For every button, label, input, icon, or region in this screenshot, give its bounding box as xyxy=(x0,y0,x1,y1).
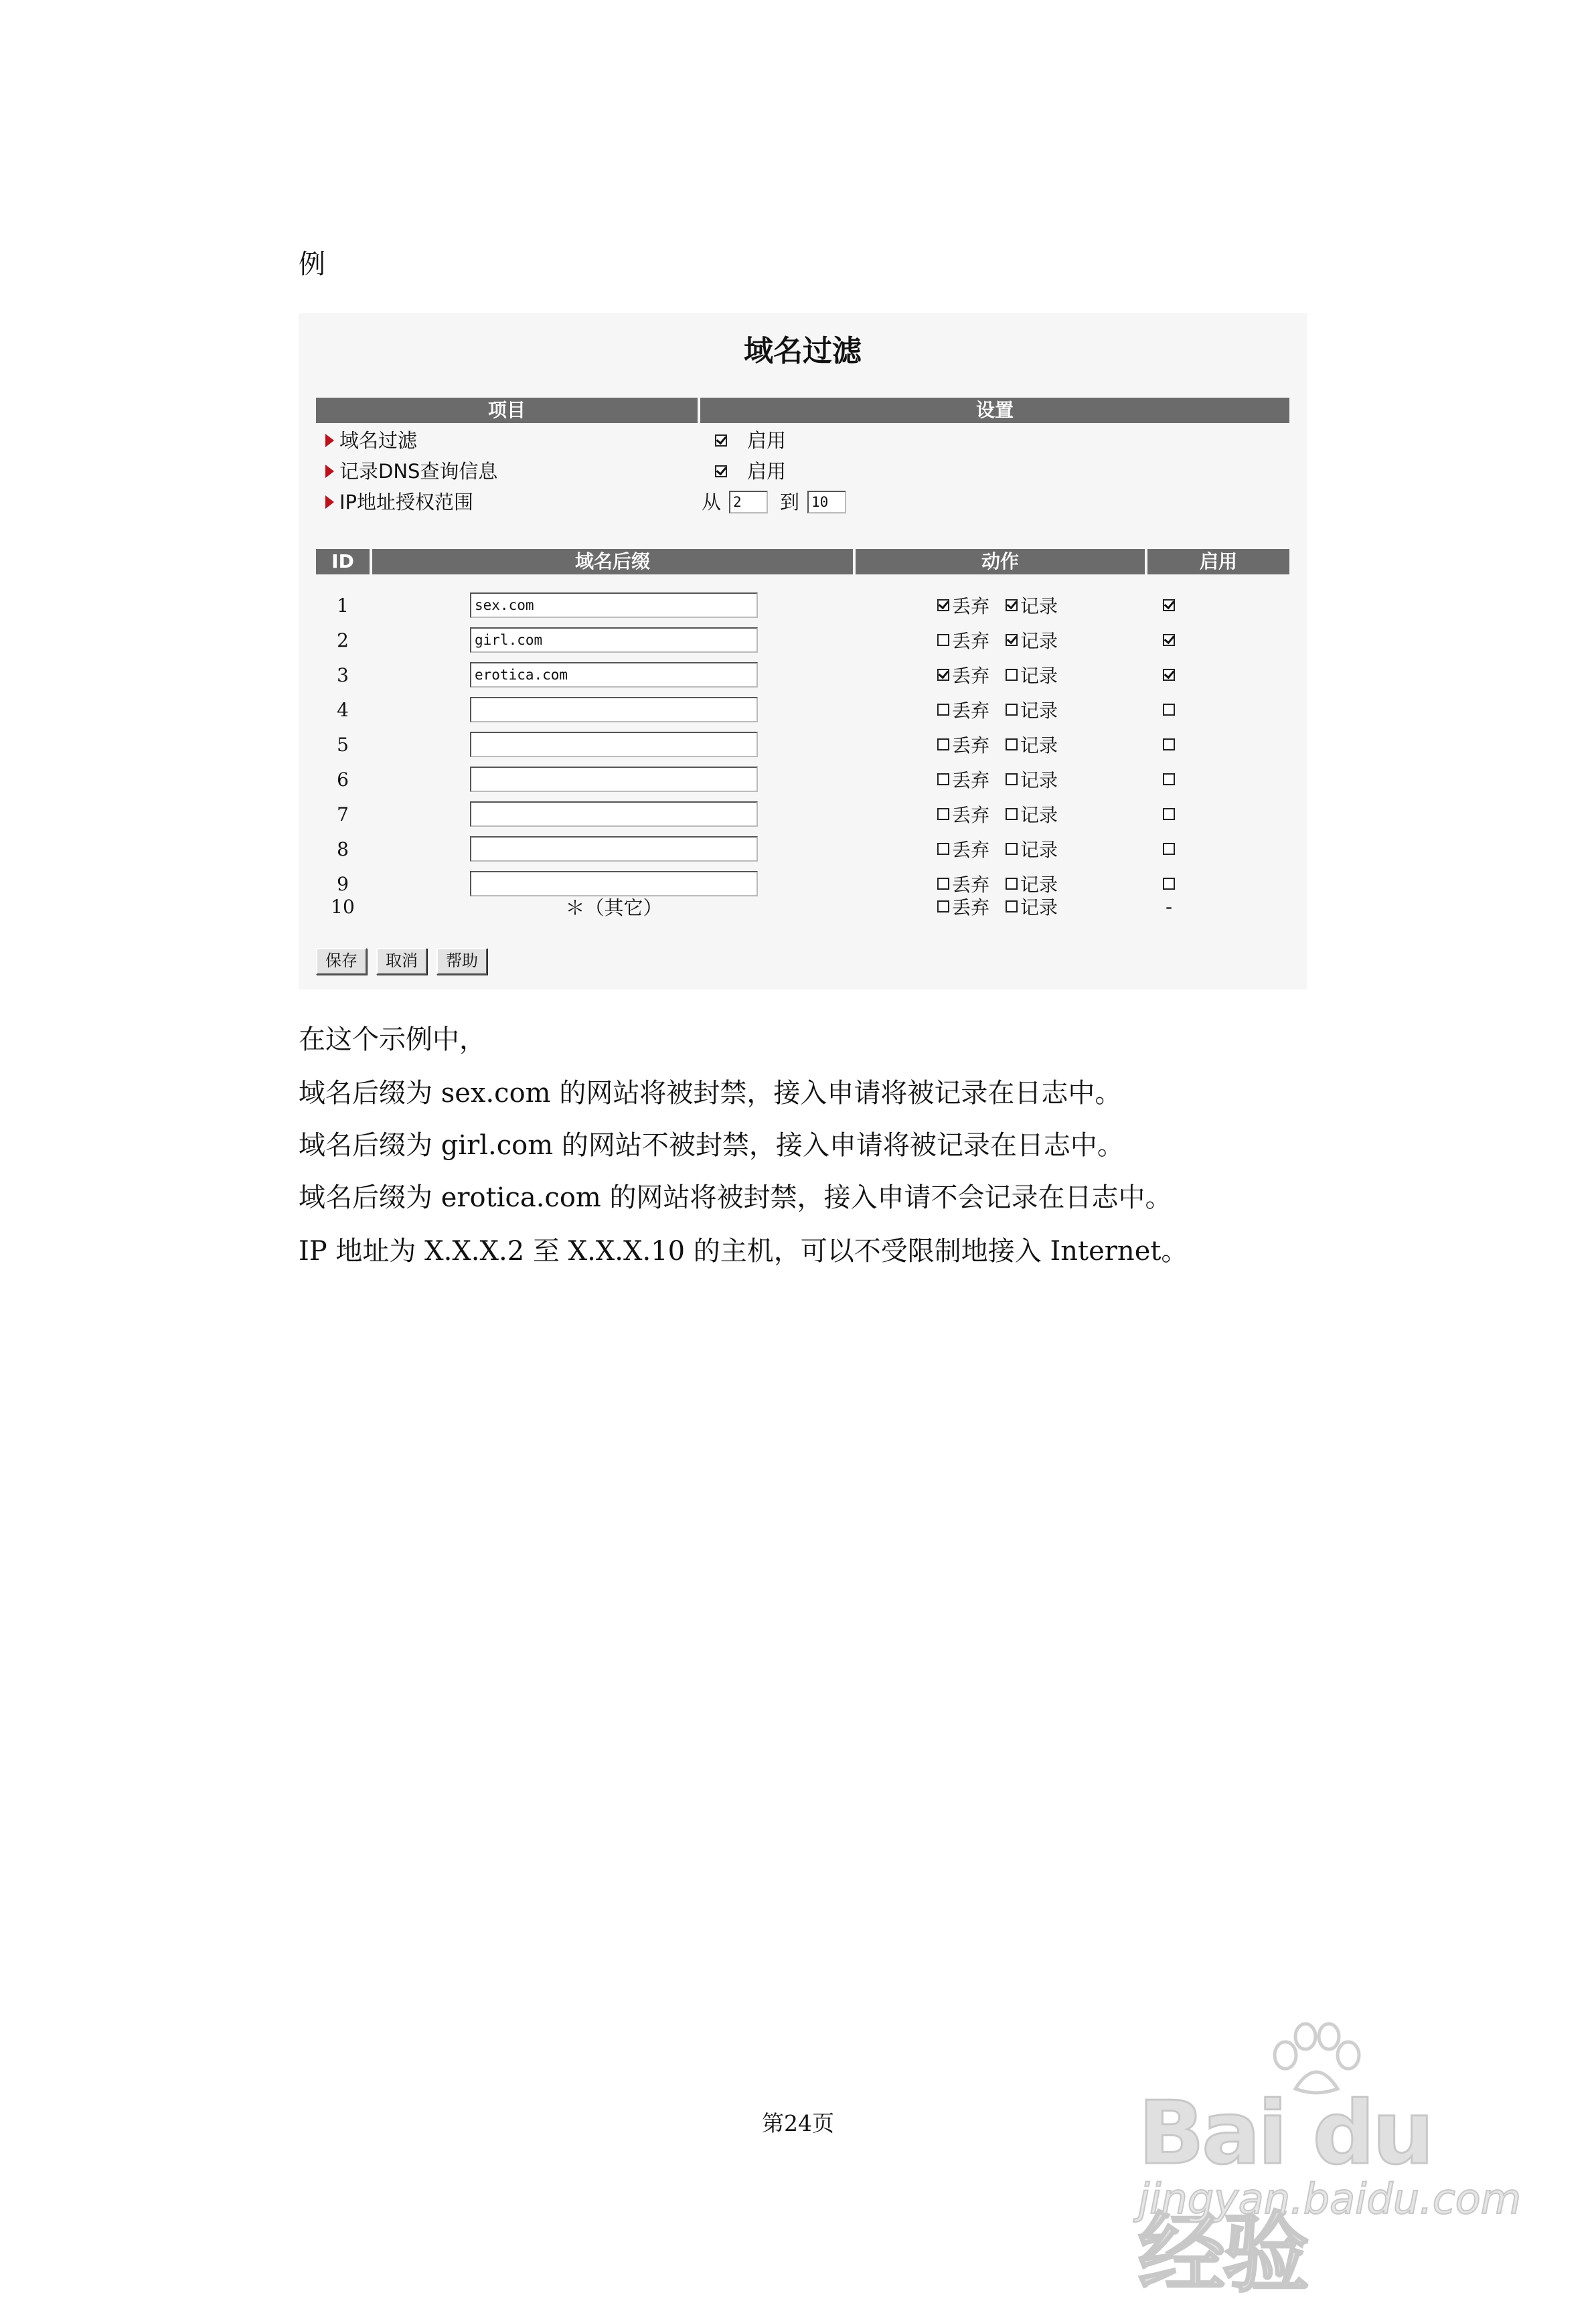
paragraph: 域名后缀为 sex.com 的网站将被封禁，接入申请将被记录在日志中。 xyxy=(299,1078,1122,1109)
drop-checkbox[interactable] xyxy=(937,599,949,611)
table-row xyxy=(316,588,1289,623)
paragraph: 在这个示例中， xyxy=(299,1024,486,1055)
drop-checkbox[interactable] xyxy=(937,808,949,820)
setting-dns-log-value: 启用 xyxy=(712,458,786,485)
table-row-other xyxy=(316,889,1289,924)
page-number: 第24页 xyxy=(762,2110,834,2136)
enable-checkbox[interactable] xyxy=(1163,634,1175,646)
arrow-icon xyxy=(325,495,334,509)
enable-checkbox[interactable] xyxy=(1163,808,1175,820)
row-id: 2 xyxy=(337,629,349,651)
arrow-icon xyxy=(325,465,334,478)
domain-filter-screenshot xyxy=(299,313,1307,989)
row-id: 5 xyxy=(337,733,349,756)
domain-suffix-input[interactable] xyxy=(470,836,758,862)
arrow-icon xyxy=(325,434,334,447)
enable-checkbox[interactable] xyxy=(1163,738,1175,750)
table-row xyxy=(316,831,1289,866)
log-checkbox[interactable] xyxy=(1006,843,1018,855)
row-domain xyxy=(470,762,758,797)
row-id: 4 xyxy=(337,698,349,721)
row-domain xyxy=(470,623,758,657)
row-actions: 丢弃 记录 xyxy=(937,762,1074,797)
row-id: 8 xyxy=(337,838,349,860)
row-enable xyxy=(1142,831,1196,866)
row-enable xyxy=(1142,623,1196,657)
log-checkbox[interactable] xyxy=(1006,634,1018,646)
watermark-url: jingyan.baidu.com xyxy=(1138,2174,1522,2223)
drop-checkbox[interactable] xyxy=(937,878,949,890)
table-row xyxy=(316,657,1289,692)
help-button[interactable]: 帮助 xyxy=(436,948,487,975)
domain-suffix-input[interactable] xyxy=(470,801,758,827)
log-checkbox[interactable] xyxy=(1006,878,1018,890)
domain-suffix-input[interactable] xyxy=(470,697,758,722)
table-header-domain: 域名后缀 xyxy=(372,549,853,574)
table-header-action: 动作 xyxy=(856,549,1145,574)
enable-checkbox[interactable] xyxy=(1163,773,1175,785)
table-row xyxy=(316,692,1289,727)
domain-suffix-input[interactable]: sex.com xyxy=(470,592,758,618)
row-id: 7 xyxy=(337,803,349,825)
setting-ip-range-value: 从 2 到 10 xyxy=(702,489,858,515)
row-enable-dash: - xyxy=(1165,895,1173,918)
setting-dns-log-label: 记录DNS查询信息 xyxy=(325,458,497,485)
log-checkbox[interactable] xyxy=(1006,669,1018,681)
ip-to-input[interactable]: 10 xyxy=(807,491,846,513)
row-enable xyxy=(1142,657,1196,692)
table-header-id: ID xyxy=(316,549,370,574)
intro-label: 例 xyxy=(299,249,325,280)
row-id: 9 xyxy=(337,872,349,895)
drop-checkbox[interactable] xyxy=(937,634,949,646)
save-button[interactable]: 保存 xyxy=(316,948,367,975)
row-id: 10 xyxy=(331,895,355,918)
drop-checkbox[interactable] xyxy=(937,843,949,855)
log-checkbox[interactable] xyxy=(1006,704,1018,716)
domain-suffix-input[interactable]: girl.com xyxy=(470,627,758,653)
drop-checkbox[interactable] xyxy=(937,900,949,912)
drop-checkbox[interactable] xyxy=(937,773,949,785)
row-enable xyxy=(1142,797,1196,831)
paragraph: 域名后缀为 erotica.com 的网站将被封禁，接入申请不会记录在日志中。 xyxy=(299,1182,1172,1213)
settings-header-item: 项目 xyxy=(316,398,698,423)
row-domain xyxy=(470,588,758,623)
enable-checkbox[interactable] xyxy=(1163,878,1175,890)
table-header-enable: 启用 xyxy=(1147,549,1289,574)
paragraph: IP 地址为 X.X.X.2 至 X.X.X.10 的主机，可以不受限制地接入 Internet。 xyxy=(299,1236,1188,1267)
log-checkbox[interactable] xyxy=(1006,738,1018,750)
domain-suffix-input[interactable]: erotica.com xyxy=(470,662,758,688)
row-domain xyxy=(470,797,758,831)
log-checkbox[interactable] xyxy=(1006,808,1018,820)
log-checkbox[interactable] xyxy=(1006,599,1018,611)
row-enable xyxy=(1142,588,1196,623)
row-actions: 丢弃 记录 xyxy=(937,727,1074,762)
row-enable xyxy=(1142,762,1196,797)
dns-log-enable-checkbox[interactable] xyxy=(715,465,727,477)
row-domain-other: ＊（其它） xyxy=(565,896,663,919)
row-actions: 丢弃 记录 xyxy=(937,889,1074,924)
paragraph: 域名后缀为 girl.com 的网站不被封禁，接入申请将被记录在日志中。 xyxy=(299,1130,1124,1161)
row-actions: 丢弃 记录 xyxy=(937,623,1074,657)
log-checkbox[interactable] xyxy=(1006,900,1018,912)
row-actions: 丢弃 记录 xyxy=(937,866,1074,901)
setting-ip-range-label: IP地址授权范围 xyxy=(325,489,473,515)
domain-suffix-input[interactable] xyxy=(470,767,758,792)
setting-domain-filter-label: 域名过滤 xyxy=(325,427,417,454)
ip-from-input[interactable]: 2 xyxy=(729,491,768,513)
domain-suffix-input[interactable] xyxy=(470,732,758,757)
table-row xyxy=(316,623,1289,657)
row-actions: 丢弃 记录 xyxy=(937,588,1074,623)
domain-filter-enable-checkbox[interactable] xyxy=(715,434,727,447)
row-domain xyxy=(470,831,758,866)
row-id: 3 xyxy=(337,663,349,686)
table-row xyxy=(316,727,1289,762)
row-domain xyxy=(470,657,758,692)
drop-checkbox[interactable] xyxy=(937,738,949,750)
settings-header-setting: 设置 xyxy=(700,398,1289,423)
watermark-brand: Bai du 经验 xyxy=(1138,2082,1432,2304)
row-actions: 丢弃 记录 xyxy=(937,657,1074,692)
table-row xyxy=(316,797,1289,831)
enable-checkbox[interactable] xyxy=(1163,599,1175,611)
row-enable xyxy=(1142,727,1196,762)
row-domain xyxy=(470,692,758,727)
enable-checkbox[interactable] xyxy=(1163,843,1175,855)
drop-checkbox[interactable] xyxy=(937,704,949,716)
row-actions: 丢弃 记录 xyxy=(937,797,1074,831)
table-row xyxy=(316,762,1289,797)
row-id: 1 xyxy=(337,594,349,617)
cancel-button[interactable]: 取消 xyxy=(376,948,427,975)
enable-checkbox[interactable] xyxy=(1163,669,1175,681)
row-actions: 丢弃 记录 xyxy=(937,831,1074,866)
row-id: 6 xyxy=(337,768,349,791)
enable-checkbox[interactable] xyxy=(1163,704,1175,716)
page-title: 域名过滤 xyxy=(744,334,862,368)
row-domain xyxy=(470,727,758,762)
drop-checkbox[interactable] xyxy=(937,669,949,681)
baidu-jingyan-watermark xyxy=(1138,2022,1522,2304)
log-checkbox[interactable] xyxy=(1006,773,1018,785)
row-actions: 丢弃 记录 xyxy=(937,692,1074,727)
setting-domain-filter-value: 启用 xyxy=(712,427,786,454)
row-enable xyxy=(1142,692,1196,727)
